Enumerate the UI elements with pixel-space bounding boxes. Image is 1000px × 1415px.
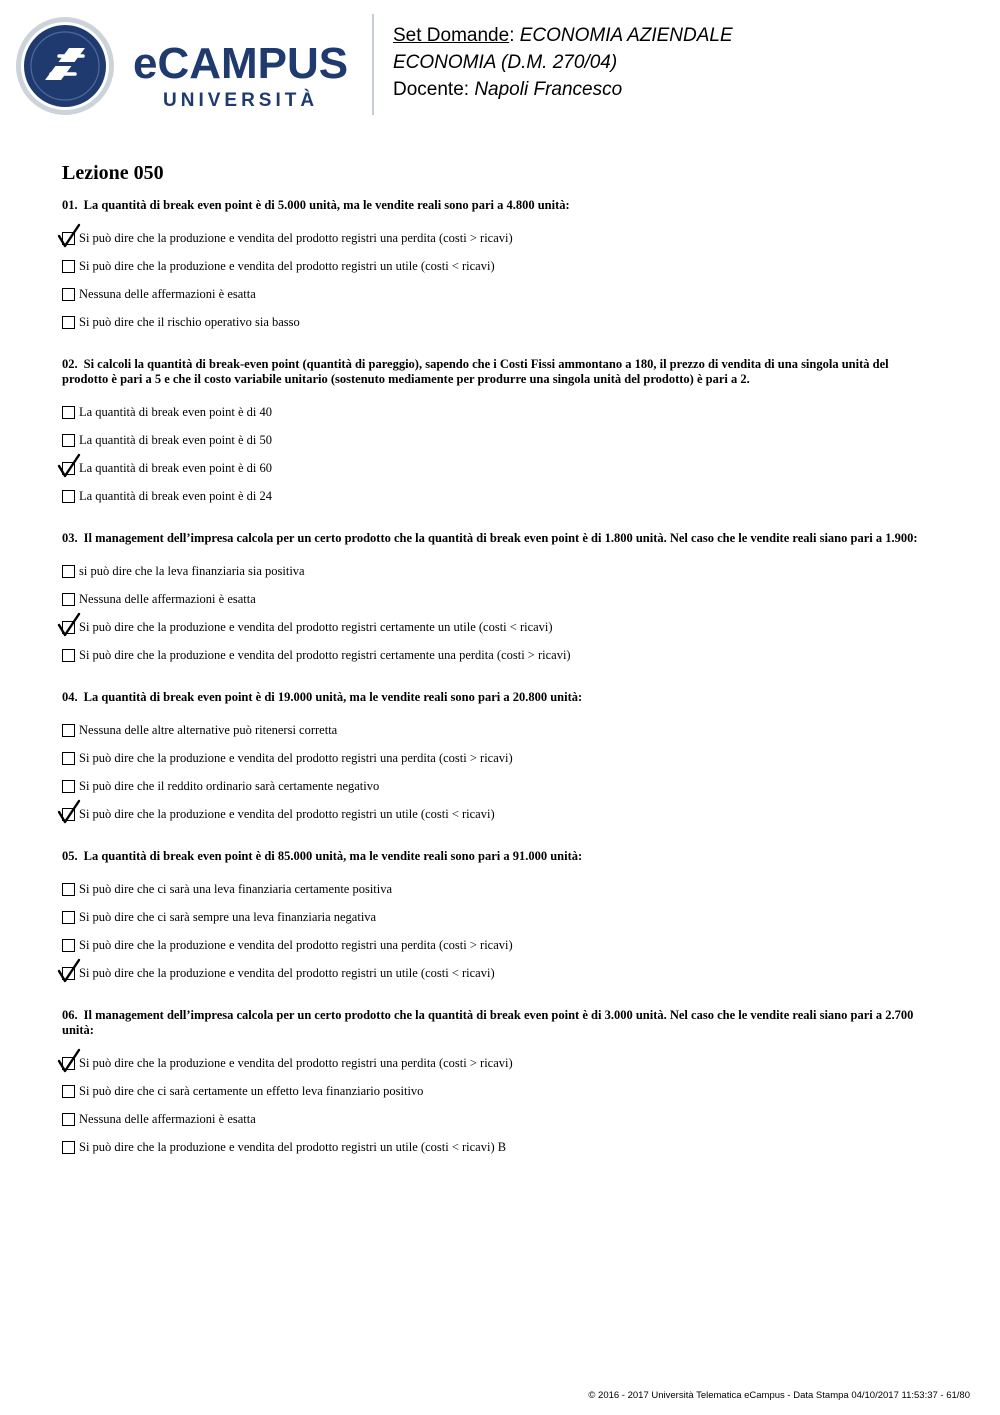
answer-label: La quantità di break even point è di 24 xyxy=(79,488,272,503)
question-number: 03. xyxy=(62,531,78,545)
answer-label: Nessuna delle affermazioni è esatta xyxy=(79,1111,256,1126)
question-prompt: La quantità di break even point è di 19.000 unità, ma le vendite reali sono pari a 20.800 unità: xyxy=(83,690,583,704)
question-block xyxy=(62,1008,932,1161)
answer-checkbox[interactable] xyxy=(62,406,75,419)
teacher-line xyxy=(393,76,733,103)
answer-label: Si può dire che ci sarà una leva finanziaria certamente positiva xyxy=(79,881,393,896)
answer-option[interactable] xyxy=(62,280,932,308)
answer-option[interactable] xyxy=(62,903,932,931)
question-text xyxy=(62,849,932,864)
answer-option[interactable] xyxy=(62,426,932,454)
answer-option[interactable] xyxy=(62,1133,932,1161)
answer-option[interactable] xyxy=(62,482,932,510)
answer-checkbox[interactable] xyxy=(62,724,75,737)
answer-checkbox[interactable] xyxy=(62,260,75,273)
logo-emblem-icon xyxy=(16,17,114,115)
question-block xyxy=(62,357,932,510)
question-prompt: La quantità di break even point è di 85.000 unità, ma le vendite reali sono pari a 91.000 unità: xyxy=(83,849,583,863)
footer-copyright: © 2016 - 2017 Università Telematica eCampus - Data Stampa 04/10/2017 11:53:37 - 61/80 xyxy=(588,1390,970,1401)
logo-subtext: UNIVERSITÀ xyxy=(163,90,319,111)
question-number: 06. xyxy=(62,1008,78,1022)
answer-option[interactable] xyxy=(62,1077,932,1105)
question-block xyxy=(62,849,932,987)
answer-checkbox[interactable] xyxy=(62,1141,75,1154)
checkmark-icon xyxy=(56,798,82,826)
answer-option[interactable] xyxy=(62,252,932,280)
answer-label: La quantità di break even point è di 60 xyxy=(79,460,272,475)
answer-checkbox[interactable] xyxy=(62,593,75,606)
teacher-value: Napoli Francesco xyxy=(474,79,623,100)
answer-checkbox[interactable] xyxy=(62,780,75,793)
answer-checkbox[interactable] xyxy=(62,565,75,578)
answer-option[interactable] xyxy=(62,224,932,252)
set-line: Set Domande: ECONOMIA AZIENDALE xyxy=(393,25,733,46)
answer-checkbox[interactable] xyxy=(62,649,75,662)
answer-option[interactable] xyxy=(62,308,932,336)
question-text xyxy=(62,690,932,705)
answer-option[interactable] xyxy=(62,613,932,641)
answer-option[interactable] xyxy=(62,744,932,772)
answer-label: Si può dire che la produzione e vendita del prodotto registri certamente una perdita (costi > ricavi) xyxy=(79,647,571,662)
answer-option[interactable] xyxy=(62,1049,932,1077)
answer-label: Si può dire che ci sarà sempre una leva finanziaria negativa xyxy=(79,909,377,924)
answer-label: Si può dire che la produzione e vendita del prodotto registri un utile (costi < ricavi) xyxy=(79,258,495,273)
question-text xyxy=(62,198,932,213)
set-value: ECONOMIA AZIENDALE xyxy=(519,25,733,46)
question-text xyxy=(62,531,932,546)
question-prompt: Si calcoli la quantità di break-even point (quantità di pareggio), sapendo che i Costi Fissi ammontano a 180, il prezzo di vendita di una singola unità del prodotto è pari a 5 e che il costo variabile unitario (sostenuto mediamente per produrre una singola unità del prodotto) è pari a 2. xyxy=(62,357,889,386)
ecampus-logo xyxy=(15,14,360,118)
answer-label: Si può dire che la produzione e vendita del prodotto registri un utile (costi < ricavi) B xyxy=(79,1139,507,1154)
answer-label: La quantità di break even point è di 50 xyxy=(79,432,272,447)
answer-label: Si può dire che il rischio operativo sia basso xyxy=(79,314,300,329)
answer-label: Nessuna delle altre alternative può ritenersi corretta xyxy=(79,722,338,737)
answer-label: si può dire che la leva finanziaria sia positiva xyxy=(79,563,305,578)
answer-option[interactable] xyxy=(62,454,932,482)
checkmark-icon xyxy=(56,611,82,639)
answer-option[interactable] xyxy=(62,931,932,959)
answer-option[interactable] xyxy=(62,716,932,744)
checkmark-icon xyxy=(56,222,82,250)
answer-checkbox[interactable] xyxy=(62,752,75,765)
question-text xyxy=(62,357,932,387)
question-number: 05. xyxy=(62,849,78,863)
answer-label: Si può dire che ci sarà certamente un effetto leva finanziario positivo xyxy=(79,1083,424,1098)
question-block xyxy=(62,531,932,669)
checkmark-icon xyxy=(56,957,82,985)
answer-label: Si può dire che la produzione e vendita del prodotto registri una perdita (costi > ricavi) xyxy=(79,1055,513,1070)
answer-option[interactable] xyxy=(62,772,932,800)
answer-label: Si può dire che la produzione e vendita del prodotto registri una perdita (costi > ricavi) xyxy=(79,230,513,245)
answer-label: Si può dire che la produzione e vendita del prodotto registri un utile (costi < ricavi) xyxy=(79,965,495,980)
course-line: ECONOMIA (D.M. 270/04) xyxy=(393,52,618,73)
lesson-title: Lezione 050 xyxy=(62,162,164,184)
answer-option[interactable] xyxy=(62,398,932,426)
answer-option[interactable] xyxy=(62,1105,932,1133)
question-text xyxy=(62,1008,932,1038)
answer-checkbox[interactable] xyxy=(62,911,75,924)
answer-option[interactable] xyxy=(62,585,932,613)
answer-checkbox[interactable] xyxy=(62,434,75,447)
question-number: 02. xyxy=(62,357,78,371)
answer-option[interactable] xyxy=(62,557,932,585)
question-number: 01. xyxy=(62,198,78,212)
answer-label: Si può dire che il reddito ordinario sarà certamente negativo xyxy=(79,778,380,793)
answer-option[interactable] xyxy=(62,959,932,987)
question-block xyxy=(62,198,932,336)
answer-option[interactable] xyxy=(62,800,932,828)
question-prompt: La quantità di break even point è di 5.000 unità, ma le vendite reali sono pari a 4.800 unità: xyxy=(83,198,570,212)
answer-checkbox[interactable] xyxy=(62,490,75,503)
answer-label: La quantità di break even point è di 40 xyxy=(79,404,272,419)
set-label: Set Domande xyxy=(393,25,510,46)
answer-option[interactable] xyxy=(62,875,932,903)
answer-checkbox[interactable] xyxy=(62,883,75,896)
answer-label: Si può dire che la produzione e vendita del prodotto registri un utile (costi < ricavi) xyxy=(79,806,495,821)
question-prompt: Il management dell’impresa calcola per un certo prodotto che la quantità di break even point è di 1.800 unità. Nel caso che le vendite reali siano pari a 1.900: xyxy=(83,531,918,545)
answer-checkbox[interactable] xyxy=(62,1085,75,1098)
answer-label: Si può dire che la produzione e vendita del prodotto registri una perdita (costi > ricavi) xyxy=(79,937,513,952)
answer-checkbox[interactable] xyxy=(62,939,75,952)
question-list xyxy=(62,198,932,1182)
answer-label: Si può dire che la produzione e vendita del prodotto registri certamente un utile (costi < ricavi) xyxy=(79,619,553,634)
answer-option[interactable] xyxy=(62,641,932,669)
answer-label: Si può dire che la produzione e vendita del prodotto registri una perdita (costi > ricavi) xyxy=(79,750,513,765)
answer-checkbox[interactable] xyxy=(62,288,75,301)
teacher-label: Docente: xyxy=(393,79,470,100)
question-block xyxy=(62,690,932,828)
header-divider xyxy=(372,14,374,115)
answer-checkbox[interactable] xyxy=(62,1113,75,1126)
checkmark-icon xyxy=(56,1047,82,1075)
answer-label: Nessuna delle affermazioni è esatta xyxy=(79,591,256,606)
header-info xyxy=(393,22,733,103)
question-prompt: Il management dell’impresa calcola per un certo prodotto che la quantità di break even point è di 3.000 unità. Nel caso che le vendite reali siano pari a 2.700 unità: xyxy=(62,1008,914,1037)
question-number: 04. xyxy=(62,690,78,704)
answer-label: Nessuna delle affermazioni è esatta xyxy=(79,286,256,301)
answer-checkbox[interactable] xyxy=(62,316,75,329)
checkmark-icon xyxy=(56,452,82,480)
logo-wordmark: eCAMPUS xyxy=(133,39,349,88)
